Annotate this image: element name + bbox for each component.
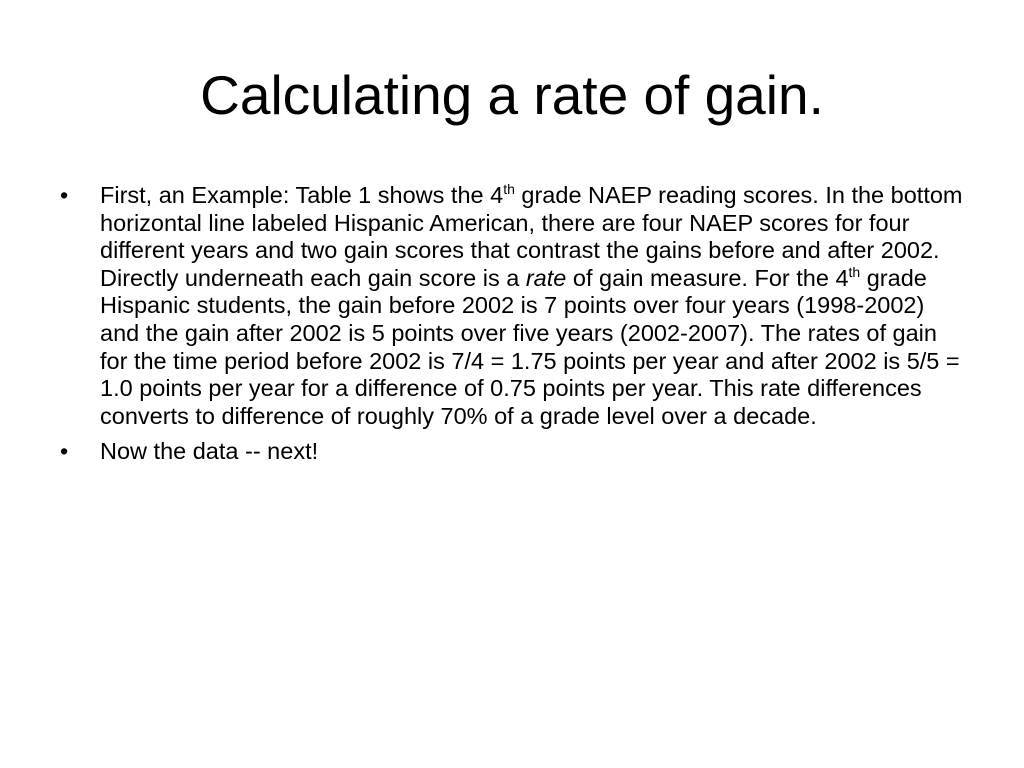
bullet-item-next [58, 438, 970, 466]
superscript-th: th [848, 263, 861, 280]
bullet-text-part: grade NAEP reading scores. In the bottom horizontal line labeled Hispanic American, there are four NAEP scores for four different years and two gain scores that contrast the gains before and after 2002. Directly underneath each gain score is a [100, 182, 963, 291]
bullet-text-part: of gain measure. For the 4 [566, 264, 849, 291]
bullet-text: Now the data -- next! [100, 438, 319, 465]
bullet-icon: • [60, 438, 69, 465]
bullet-list [58, 182, 970, 474]
slide-title: Calculating a rate of gain. [200, 64, 824, 126]
bullet-item-example [58, 182, 970, 430]
bullet-text-part: First, an Example: Table 1 shows the 4 [100, 182, 504, 208]
bullet-text-part: grade Hispanic students, the gain before 2002 is 7 points over four years (1998-2002) and the gain after 2002 is 5 points over five years (2002-2007). The rates of gain for the time period before 2002 is 7/4 = 1.75 points per year and after 2002 is 5/5 = 1.0 points per year for a difference of 0.75 points per year. This rate differences converts to difference of roughly 70% of a grade level over a decade. [100, 264, 960, 429]
bullet-icon: • [60, 182, 69, 208]
superscript-th: th [503, 181, 515, 198]
italic-rate: rate [525, 264, 567, 291]
